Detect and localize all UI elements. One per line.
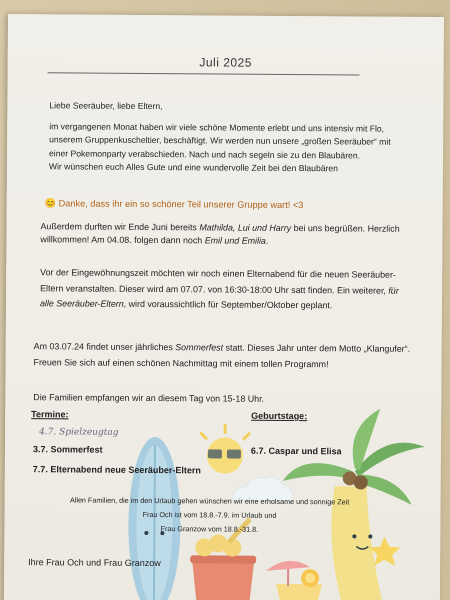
paragraph-welcome bbox=[40, 220, 405, 249]
sun-icon bbox=[201, 425, 249, 473]
greeting: Liebe Seeräuber, liebe Eltern, bbox=[49, 100, 163, 112]
welcome-text-c: . bbox=[265, 236, 269, 247]
welcome-text-a: Außerdem durften wir Ende Juni bereits bbox=[40, 221, 200, 233]
signature: Ihre Frau Och und Frau Granzow bbox=[28, 557, 161, 569]
parents-evening-italic: für alle Seeräuber-Eltern bbox=[39, 285, 399, 309]
farewell-wish: Wir wünschen euch Alles Gute und eine wundervolle Zeit bei den Blaubären bbox=[48, 161, 338, 174]
summer-fest-text-a: Am 03.07.24 findet unser jährliches bbox=[33, 341, 176, 353]
termine-heading: Termine: bbox=[31, 409, 69, 420]
paragraph-reception-times: Die Familien empfangen wir an diesem Tag von 15-18 Uhr. bbox=[33, 392, 265, 404]
month-title: Juli 2025 bbox=[199, 55, 252, 70]
holiday-note-line-3: Frau Granzow vom 18.8.-31.8. bbox=[160, 524, 259, 534]
letter-sheet bbox=[4, 14, 444, 600]
paragraph-farewell bbox=[49, 120, 409, 176]
welcome-text-b: bei uns begrüßen. Herzlich willkommen! Am 04.08. folgen dann noch bbox=[40, 222, 400, 246]
summer-fest-text-b: statt. Dieses Jahr unter dem Motto „Klangufer“. Freuen Sie sich auf einen schönen Nachmittag mit einem tollen Programm! bbox=[33, 342, 411, 369]
holiday-note-line-2: Frau Och ist vom 18.8.-7.9. im Urlaub und bbox=[142, 509, 277, 520]
birthdays-heading: Geburtstage: bbox=[251, 410, 308, 422]
birthday-entry: 6.7. Caspar und Elisa bbox=[250, 445, 342, 457]
parents-evening-text-a: Vor der Eingewöhnungszeit möchten wir noch einen Elternabend für die neuen Seeräuber-Eltern veranstalten. Dieser wird am 07.07. von 16:30-18:00 Uhr satt finden. Ein weiterer, bbox=[40, 267, 396, 296]
holiday-note-line-1: Allen Familien, die im den Urlaub gehen wünschen wir eine erholsame und sonnige Zeit bbox=[69, 495, 350, 507]
drink-icon bbox=[266, 561, 322, 600]
holiday-note bbox=[44, 493, 374, 537]
parents-evening-text-b: , wird voraussichtlich für September/Oktober geplant. bbox=[123, 298, 333, 311]
event-summer-fest: 3.7. Sommerfest bbox=[32, 444, 103, 455]
paragraph-summer-fest bbox=[34, 339, 414, 373]
welcome-names: Mathilda, Lui und Harry bbox=[199, 222, 292, 233]
handwritten-note: 4.7. Spielzeugtag bbox=[39, 427, 119, 438]
welcome-names-2: Emil und Emilia bbox=[204, 235, 266, 247]
paragraph-parents-evening bbox=[40, 265, 405, 314]
thanks-line: 😊 Danke, dass ihr ein so schöner Teil unserer Gruppe wart! <3 bbox=[44, 198, 304, 211]
event-parents-evening: 7.7. Elternabend neue Seeräuber-Eltern bbox=[32, 464, 201, 476]
farewell-text: im vergangenen Monat haben wir viele schöne Momente erlebt und uns intensiv mit Flo, unserem Gruppenkuscheltier, beschäftigt. Wir werden nun unsere „großen Seeräuber“ mit einer Pokemonparty verabschieden. Nach und nach segeln sie zu den Blaubären. bbox=[48, 121, 391, 161]
summer-fest-italic: Sommerfest bbox=[175, 342, 224, 353]
